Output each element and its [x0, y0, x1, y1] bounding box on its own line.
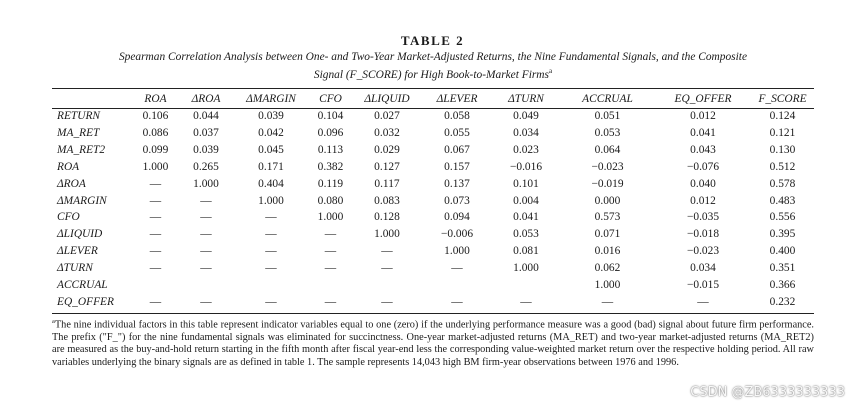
row-label: CFO — [57, 211, 80, 224]
table-cell: 0.119 — [317, 177, 344, 190]
table-cell: — — [381, 245, 393, 258]
table-cell — [179, 277, 233, 294]
table-cell: — — [149, 211, 162, 224]
table-cell: 1.000 — [444, 245, 470, 258]
table-cell: 0.043 — [690, 143, 716, 156]
table-cell: — — [324, 228, 337, 241]
table-cell: −0.018 — [686, 228, 720, 241]
table-cell: 0.023 — [513, 143, 539, 156]
table-cell: — — [149, 295, 162, 308]
table-cell: 0.055 — [444, 126, 470, 139]
table-cell: 0.137 — [444, 177, 470, 190]
table-cell: 1.000 — [513, 262, 539, 275]
table-cell: −0.006 — [440, 228, 474, 241]
table-cell: 0.578 — [769, 177, 796, 190]
table-cell: 0.053 — [594, 126, 621, 139]
top-rule — [52, 88, 814, 89]
row-label: MA_RET — [57, 126, 100, 139]
table-row — [52, 294, 814, 311]
table-cell: 0.039 — [193, 143, 219, 156]
table-cell: 0.113 — [317, 143, 344, 156]
bottom-rule — [52, 313, 814, 314]
column-header: F_SCORE — [758, 93, 807, 105]
table-cell: 0.400 — [769, 245, 796, 258]
table-cell: — — [324, 295, 337, 308]
table-cell: 0.094 — [444, 211, 470, 224]
table-cell: 0.124 — [769, 110, 796, 122]
correlation-table — [52, 90, 814, 311]
table-cell: — — [265, 295, 277, 308]
table-cell: — — [200, 262, 212, 275]
table-cell: — — [381, 262, 393, 275]
table-cell: 0.049 — [513, 110, 539, 122]
table-cell — [233, 277, 309, 294]
table-row — [52, 209, 814, 226]
caption-line-2 — [52, 64, 814, 82]
caption-line-1: Spearman Correlation Analysis between One- and Two-Year Market-Adjusted Returns, the Nine Fundamental Signals, and the Composite — [118, 51, 747, 63]
table-cell: 0.012 — [690, 194, 716, 207]
table-cell: 0.058 — [444, 110, 470, 122]
table-cell: 1.000 — [193, 177, 219, 190]
table-row — [52, 226, 814, 243]
table-cell: 0.064 — [594, 143, 621, 156]
table-header — [52, 90, 814, 108]
table-cell: — — [265, 245, 277, 258]
csdn-watermark: CSDN @ZB6333333333 — [690, 385, 845, 400]
table-cell: — — [200, 295, 212, 308]
column-header: ΔMARGIN — [246, 93, 296, 105]
table-cell — [309, 277, 352, 294]
table-row — [52, 108, 814, 125]
column-header: EQ_OFFER — [674, 93, 732, 105]
table-cell: 0.039 — [258, 110, 284, 122]
table-cell: 0.101 — [513, 177, 539, 190]
table-cell: 0.012 — [690, 110, 716, 122]
table-cell: 0.067 — [444, 143, 470, 156]
table-cell: 0.044 — [193, 110, 219, 122]
row-label: ΔLIQUID — [57, 228, 103, 241]
footnote-text: The nine individual factors in this table represent indicator variables equal to one (zero) if the underlying performance measure was a good (bad) signal about future firm performance. The prefix ("F_") for the nine fundamental signals was eliminated for succinctness. One-year market-adjusted returns (MA_RET) and two-year market-adjusted returns (MA_RET2) are measured as the buy-and-hold return starting in the fifth month after fiscal year-end less the corresponding value-weighted market return over the respective holding period. All raw variables underlying the binary signals are as defined in table 1. The sample represents 14,043 high BM firm-year observations between 1976 and 1996. — [52, 319, 814, 368]
table-cell: 0.037 — [193, 126, 219, 139]
table-cell: 0.130 — [769, 143, 796, 156]
column-header: ACCRUAL — [582, 93, 633, 105]
table-cell: — — [265, 228, 277, 241]
table-cell: — — [324, 262, 337, 275]
table-cell: −0.016 — [509, 160, 543, 173]
table-row — [52, 260, 814, 277]
column-header: CFO — [319, 93, 342, 105]
table-cell: 0.073 — [444, 194, 470, 207]
table-cell: 0.366 — [769, 279, 796, 292]
table-cell: — — [149, 194, 162, 207]
table-cell: 0.053 — [513, 228, 539, 241]
row-label: RETURN — [57, 110, 101, 122]
table-cell: — — [451, 295, 463, 308]
table-cell: — — [381, 295, 393, 308]
table-cell: −0.023 — [686, 245, 720, 258]
table-cell: 0.483 — [769, 194, 796, 207]
table-cell: 1.000 — [374, 228, 400, 241]
table-cell: 0.099 — [142, 143, 169, 156]
row-label: ΔLEVER — [57, 245, 98, 258]
table-cell — [132, 277, 179, 294]
table-cell: 0.027 — [374, 110, 400, 122]
table-cell: 0.083 — [374, 194, 400, 207]
table-cell: 0.034 — [513, 126, 539, 139]
table-cell: 0.032 — [374, 126, 400, 139]
table-row — [52, 277, 814, 294]
table-cell — [352, 277, 422, 294]
table-cell: 0.029 — [374, 143, 400, 156]
row-label: ΔTURN — [57, 262, 93, 275]
table-cell: — — [265, 262, 277, 275]
table-cell: 0.171 — [258, 160, 284, 173]
table-cell: −0.023 — [591, 160, 624, 173]
table-cell: — — [520, 295, 532, 308]
table-cell: — — [200, 245, 212, 258]
caption-line-2-text: Signal (F_SCORE) for High Book-to-Market Firms — [313, 68, 549, 81]
table-cell: — — [200, 228, 212, 241]
table-cell: — — [149, 262, 162, 275]
table-cell: 0.081 — [513, 245, 539, 258]
table-cell: 0.041 — [690, 126, 716, 139]
table-cell: 0.062 — [594, 262, 621, 275]
table-cell: 0.127 — [374, 160, 400, 173]
table-cell: 0.117 — [374, 177, 400, 190]
caption-footnote-mark: a — [548, 67, 553, 75]
column-header: ROA — [144, 93, 167, 105]
table-cell: 0.265 — [193, 160, 219, 173]
table-cell: 0.000 — [594, 194, 621, 207]
table-cell: 0.232 — [769, 295, 796, 308]
table-cell: 0.351 — [769, 262, 796, 275]
table-cell: 0.104 — [317, 110, 344, 122]
table-label: TABLE 2 — [400, 33, 465, 48]
row-label: ΔMARGIN — [57, 194, 107, 207]
column-header: ΔLIQUID — [364, 93, 410, 105]
table-cell: 0.045 — [258, 143, 284, 156]
table-cell: 1.000 — [142, 160, 169, 173]
table-cell: 0.016 — [594, 245, 621, 258]
table-cell: — — [601, 295, 614, 308]
table-cell — [492, 277, 560, 294]
table-cell: −0.035 — [686, 211, 720, 224]
row-label: MA_RET2 — [57, 143, 106, 156]
column-header: ΔTURN — [508, 93, 544, 105]
table-row — [52, 176, 814, 193]
table-cell: −0.015 — [686, 279, 720, 292]
table-cell: 1.000 — [594, 279, 621, 292]
table-cell: 0.096 — [317, 126, 344, 139]
table-cell: 0.512 — [769, 160, 796, 173]
header-row — [52, 90, 814, 108]
table-cell: — — [200, 211, 212, 224]
table-footnote — [52, 316, 814, 369]
table-cell: 1.000 — [258, 194, 284, 207]
column-header: ΔLEVER — [436, 93, 478, 105]
table-caption — [52, 50, 814, 82]
table-row — [52, 243, 814, 260]
table-cell: 0.080 — [317, 194, 344, 207]
row-label: EQ_OFFER — [57, 295, 114, 308]
table-body — [52, 108, 814, 311]
table-cell: — — [149, 245, 162, 258]
table-cell: 0.034 — [690, 262, 716, 275]
header-stub — [52, 90, 132, 108]
row-label: ROA — [57, 160, 80, 173]
row-label: ΔROA — [57, 177, 86, 190]
table-cell: 0.556 — [769, 211, 796, 224]
table-cell: 0.040 — [690, 177, 716, 190]
table-cell: 0.573 — [594, 211, 621, 224]
table-cell: 0.404 — [258, 177, 284, 190]
table-cell: — — [200, 194, 212, 207]
table-cell: 0.121 — [769, 126, 796, 139]
table-row — [52, 193, 814, 210]
table-cell: — — [149, 177, 162, 190]
table-cell: 0.157 — [444, 160, 470, 173]
column-header: ΔROA — [191, 93, 221, 105]
table-cell: 0.051 — [594, 110, 621, 122]
table-cell: — — [697, 295, 709, 308]
table-cell: — — [149, 228, 162, 241]
row-label: ACCRUAL — [57, 279, 108, 292]
table-row — [52, 125, 814, 142]
table-cell: 0.395 — [769, 228, 796, 241]
table-cell: 1.000 — [317, 211, 344, 224]
table-cell: 0.041 — [513, 211, 539, 224]
footnote-mark: a — [52, 318, 55, 325]
table-cell: 0.004 — [513, 194, 539, 207]
table-cell: — — [451, 262, 463, 275]
table-cell: 0.042 — [258, 126, 284, 139]
table-cell: 0.382 — [317, 160, 344, 173]
table-cell: −0.019 — [591, 177, 624, 190]
table-cell — [422, 277, 492, 294]
table-row — [52, 142, 814, 159]
table-row — [52, 159, 814, 176]
table-cell: 0.086 — [142, 126, 169, 139]
table-cell: — — [265, 211, 277, 224]
table-cell: −0.076 — [686, 160, 720, 173]
table-cell: 0.071 — [594, 228, 621, 241]
table-cell: 0.106 — [142, 110, 169, 122]
table-cell: 0.128 — [374, 211, 400, 224]
table-cell: — — [324, 245, 337, 258]
